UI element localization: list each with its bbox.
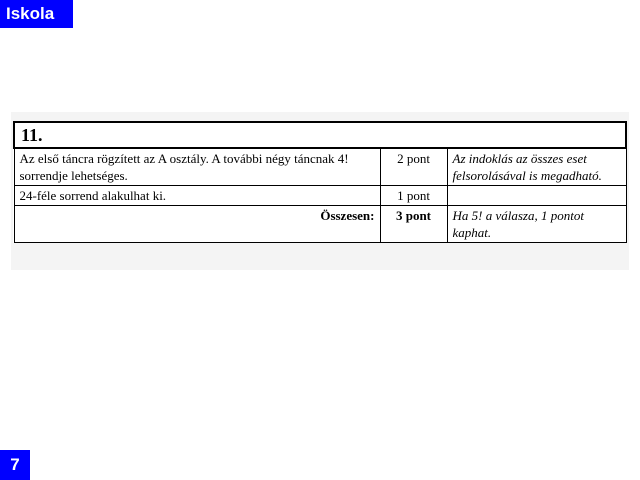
- total-points: 3 pont: [380, 206, 447, 243]
- table-row: [14, 186, 626, 206]
- row-description: 24-féle sorrend alakulhat ki.: [14, 186, 380, 206]
- brand-label: Iskola: [0, 0, 73, 28]
- page-number: 7: [0, 450, 30, 480]
- row-points: 2 pont: [380, 148, 447, 186]
- table-row: [14, 148, 626, 186]
- total-row: [14, 206, 626, 243]
- row-note: Az indoklás az összes eset felsorolásával is megadható.: [447, 148, 626, 186]
- task-header-row: [14, 122, 626, 148]
- row-description: Az első táncra rögzített az A osztály. A további négy táncnak 4! sorrendje lehetséges.: [14, 148, 380, 186]
- total-note: Ha 5! a válasza, 1 pontot kaphat.: [447, 206, 626, 243]
- total-label: Összesen:: [14, 206, 380, 243]
- task-number: 11.: [14, 122, 626, 148]
- row-note: [447, 186, 626, 206]
- scoring-table: [13, 121, 627, 243]
- row-points: 1 pont: [380, 186, 447, 206]
